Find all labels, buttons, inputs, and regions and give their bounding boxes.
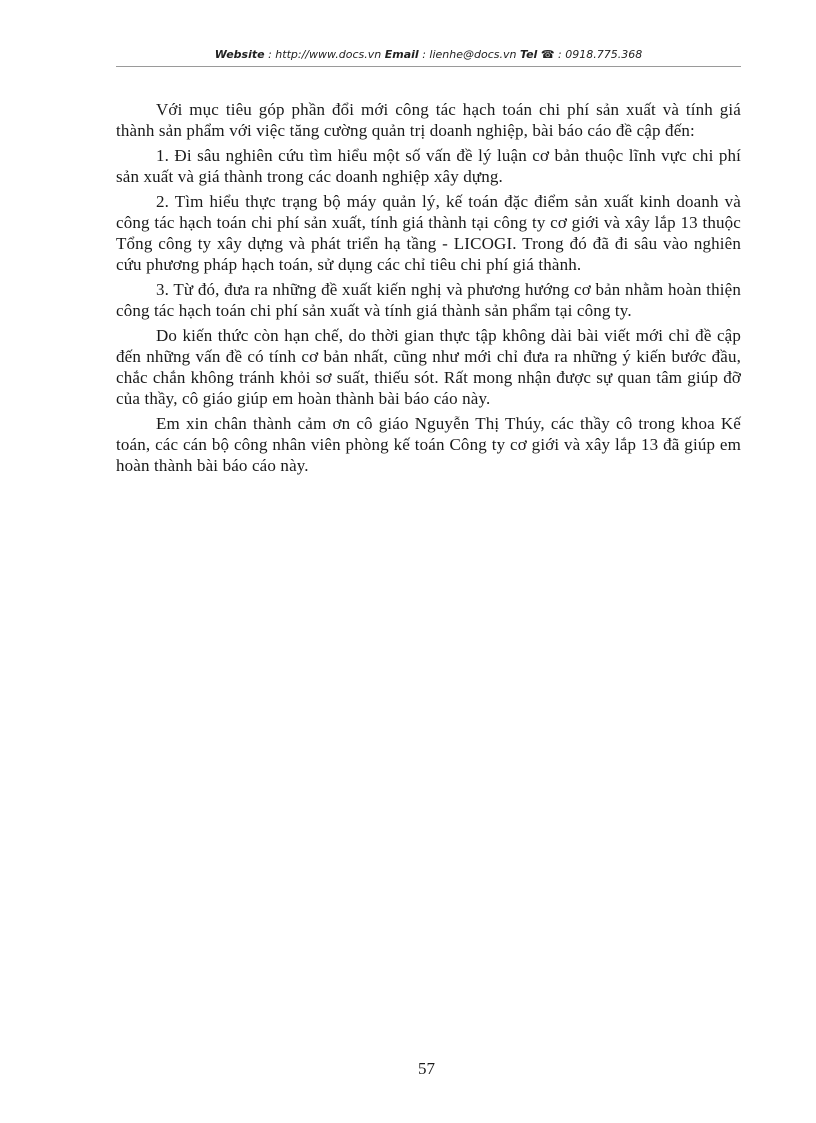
intro-paragraph: Với mục tiêu góp phần đổi mới công tác hạch toán chi phí sản xuất và tính giá thành sản phẩm với việc tăng cường quản trị doanh nghiệp, bài báo cáo đề cập đến:	[116, 100, 741, 140]
phone-icon: ☎	[540, 48, 555, 61]
website-label: Website	[214, 48, 265, 61]
acknowledgement-paragraph: Em xin chân thành cảm ơn cô giáo Nguyễn Thị Thúy, các thầy cô trong khoa Kế toán, các cán bộ công nhân viên phòng kế toán Công ty cơ giới và xây lắp 13 đã giúp em hoàn thành bài báo cáo này.	[116, 414, 741, 475]
document-body	[116, 99, 741, 480]
page-header	[116, 47, 741, 63]
tel-label: Tel	[519, 48, 538, 61]
header-divider	[116, 66, 741, 67]
point-1-paragraph: 1. Đi sâu nghiên cứu tìm hiểu một số vấn đề lý luận cơ bản thuộc lĩnh vực chi phí sản xuất và giá thành trong các doanh nghiệp xây dựng.	[116, 146, 741, 186]
website-url: : http://www.docs.vn	[264, 48, 385, 61]
point-2-paragraph: 2. Tìm hiểu thực trạng bộ máy quản lý, kế toán đặc điểm sản xuất kinh doanh và công tác hạch toán chi phí sản xuất, tính giá thành tại công ty cơ giới và xây lắp 13 thuộc Tổng công ty xây dựng và phát triển hạ tầng - LICOGI. Trong đó đã đi sâu vào nghiên cứu phương pháp hạch toán, sử dụng các chỉ tiêu chi phí giá thành.	[116, 192, 741, 274]
email-label: Email	[384, 48, 419, 61]
page-number: 57	[418, 1059, 435, 1078]
limitations-paragraph: Do kiến thức còn hạn chế, do thời gian thực tập không dài bài viết mới chỉ đề cập đến những vấn đề có tính cơ bản nhất, cũng như mới chỉ đưa ra những ý kiến bước đầu, chắc chắn không tránh khỏi sơ suất, thiếu sót. Rất mong nhận được sự quan tâm giúp đỡ của thầy, cô giáo giúp em hoàn thành bài báo cáo này.	[116, 326, 741, 408]
tel-number: : 0918.775.368	[554, 48, 643, 61]
point-3-paragraph: 3. Từ đó, đưa ra những đề xuất kiến nghị và phương hướng cơ bản nhằm hoàn thiện công tác hạch toán chi phí sản xuất và tính giá thành sản phẩm tại công ty.	[116, 280, 741, 320]
email-address: : lienhe@docs.vn	[418, 48, 520, 61]
